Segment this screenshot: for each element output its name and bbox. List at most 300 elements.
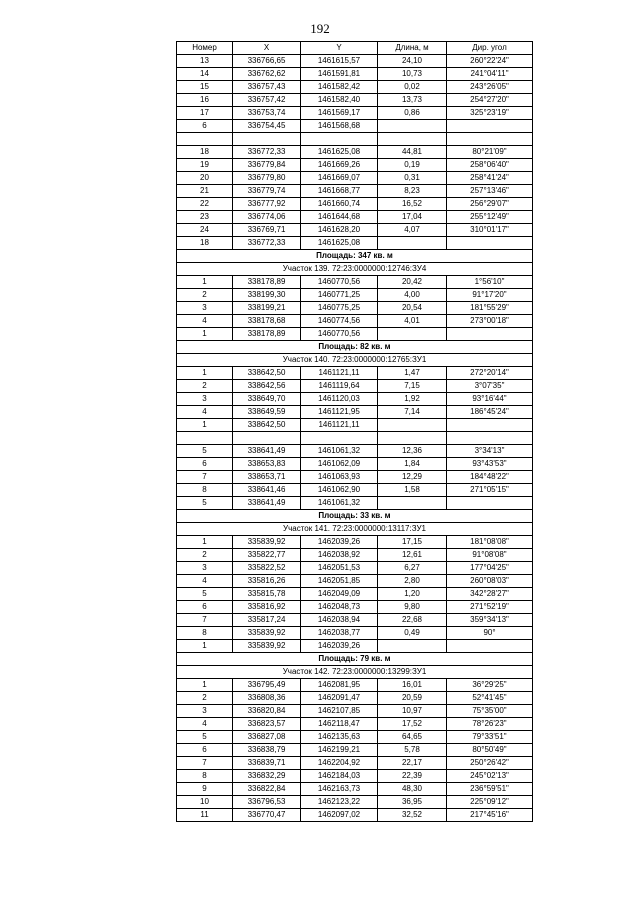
direction-angle-cell: 254°27'20" (447, 94, 533, 107)
y-coordinate-cell: 1461568,68 (301, 120, 378, 133)
x-coordinate-cell: 336770,47 (233, 809, 301, 822)
table-row (177, 133, 533, 146)
x-coordinate-cell: 338649,70 (233, 393, 301, 406)
y-coordinate-cell: 1462163,73 (301, 783, 378, 796)
direction-angle-cell (447, 237, 533, 250)
y-coordinate-cell: 1460771,25 (301, 289, 378, 302)
length-cell: 2,80 (378, 575, 447, 588)
area-row (177, 653, 533, 666)
direction-angle-cell: 186°45'24" (447, 406, 533, 419)
table-row (177, 809, 533, 822)
x-coordinate-cell (233, 133, 301, 146)
point-number-cell: 3 (177, 562, 233, 575)
x-coordinate-cell: 336766,65 (233, 55, 301, 68)
table-row (177, 705, 533, 718)
length-cell: 12,29 (378, 471, 447, 484)
point-number-cell: 5 (177, 588, 233, 601)
y-coordinate-cell: 1461669,26 (301, 159, 378, 172)
x-coordinate-cell: 336779,74 (233, 185, 301, 198)
y-coordinate-cell: 1462199,21 (301, 744, 378, 757)
point-number-cell: 19 (177, 159, 233, 172)
x-coordinate-cell: 336777,92 (233, 198, 301, 211)
y-coordinate-cell: 1462123,22 (301, 796, 378, 809)
length-cell: 17,04 (378, 211, 447, 224)
y-coordinate-cell: 1462081,95 (301, 679, 378, 692)
table-row (177, 731, 533, 744)
length-cell (378, 120, 447, 133)
x-coordinate-cell: 336757,42 (233, 94, 301, 107)
parcel-row (177, 666, 533, 679)
x-coordinate-cell: 338641,49 (233, 445, 301, 458)
length-cell: 13,73 (378, 94, 447, 107)
x-coordinate-cell: 336823,57 (233, 718, 301, 731)
direction-angle-cell: 181°08'08" (447, 536, 533, 549)
point-number-cell: 23 (177, 211, 233, 224)
table-body (177, 55, 533, 822)
x-coordinate-cell: 336822,84 (233, 783, 301, 796)
direction-angle-cell (447, 328, 533, 341)
x-coordinate-cell: 335822,77 (233, 549, 301, 562)
table-row (177, 328, 533, 341)
column-header-direction-angle: Дир. угол (447, 42, 533, 55)
x-coordinate-cell: 336762,62 (233, 68, 301, 81)
direction-angle-cell: 273°00'18" (447, 315, 533, 328)
area-total: Площадь: 33 кв. м (177, 510, 533, 523)
table-row (177, 744, 533, 757)
length-cell: 10,97 (378, 705, 447, 718)
length-cell: 9,80 (378, 601, 447, 614)
point-number-cell: 6 (177, 744, 233, 757)
x-coordinate-cell: 336754,45 (233, 120, 301, 133)
x-coordinate-cell: 335816,26 (233, 575, 301, 588)
y-coordinate-cell: 1462135,63 (301, 731, 378, 744)
length-cell (378, 640, 447, 653)
x-coordinate-cell: 335839,92 (233, 627, 301, 640)
direction-angle-cell: 177°04'25" (447, 562, 533, 575)
point-number-cell: 24 (177, 224, 233, 237)
x-coordinate-cell: 336838,79 (233, 744, 301, 757)
direction-angle-cell: 236°59'51" (447, 783, 533, 796)
y-coordinate-cell: 1460770,56 (301, 276, 378, 289)
point-number-cell: 8 (177, 627, 233, 640)
y-coordinate-cell: 1462097,02 (301, 809, 378, 822)
point-number-cell: 3 (177, 705, 233, 718)
y-coordinate-cell: 1462038,92 (301, 549, 378, 562)
x-coordinate-cell: 338642,56 (233, 380, 301, 393)
y-coordinate-cell: 1462118,47 (301, 718, 378, 731)
y-coordinate-cell: 1462091,47 (301, 692, 378, 705)
x-coordinate-cell: 336772,33 (233, 146, 301, 159)
length-cell: 0,86 (378, 107, 447, 120)
y-coordinate-cell: 1460775,25 (301, 302, 378, 315)
x-coordinate-cell: 336832,29 (233, 770, 301, 783)
table-row (177, 211, 533, 224)
point-number-cell: 11 (177, 809, 233, 822)
point-number-cell: 16 (177, 94, 233, 107)
x-coordinate-cell: 338649,59 (233, 406, 301, 419)
y-coordinate-cell: 1461625,08 (301, 237, 378, 250)
direction-angle-cell: 260°22'24" (447, 55, 533, 68)
point-number-cell: 7 (177, 471, 233, 484)
table-row (177, 445, 533, 458)
direction-angle-cell (447, 120, 533, 133)
point-number-cell: 18 (177, 237, 233, 250)
direction-angle-cell: 245°02'13" (447, 770, 533, 783)
y-coordinate-cell: 1462049,09 (301, 588, 378, 601)
y-coordinate-cell: 1461660,74 (301, 198, 378, 211)
table-row (177, 68, 533, 81)
x-coordinate-cell: 336796,53 (233, 796, 301, 809)
table-row (177, 237, 533, 250)
x-coordinate-cell: 335817,24 (233, 614, 301, 627)
table-row (177, 302, 533, 315)
point-number-cell: 1 (177, 328, 233, 341)
length-cell: 0,19 (378, 159, 447, 172)
point-number-cell: 17 (177, 107, 233, 120)
direction-angle-cell: 243°26'05" (447, 81, 533, 94)
y-coordinate-cell: 1461569,17 (301, 107, 378, 120)
table-row (177, 458, 533, 471)
length-cell: 64,65 (378, 731, 447, 744)
column-header-length: Длина, м (378, 42, 447, 55)
parcel-title: Участок 139. 72:23:0000000:12746:ЗУ4 (177, 263, 533, 276)
point-number-cell: 1 (177, 419, 233, 432)
x-coordinate-cell: 336827,08 (233, 731, 301, 744)
y-coordinate-cell: 1461063,93 (301, 471, 378, 484)
y-coordinate-cell: 1461119,64 (301, 380, 378, 393)
y-coordinate-cell: 1461582,42 (301, 81, 378, 94)
table-row (177, 679, 533, 692)
x-coordinate-cell: 338199,21 (233, 302, 301, 315)
length-cell: 0,02 (378, 81, 447, 94)
point-number-cell: 7 (177, 757, 233, 770)
y-coordinate-cell: 1461062,90 (301, 484, 378, 497)
direction-angle-cell: 241°04'11" (447, 68, 533, 81)
length-cell: 16,52 (378, 198, 447, 211)
length-cell: 8,23 (378, 185, 447, 198)
length-cell: 20,42 (378, 276, 447, 289)
point-number-cell: 3 (177, 393, 233, 406)
point-number-cell: 5 (177, 497, 233, 510)
point-number-cell: 21 (177, 185, 233, 198)
direction-angle-cell: 359°34'13" (447, 614, 533, 627)
direction-angle-cell: 93°43'53" (447, 458, 533, 471)
length-cell (378, 237, 447, 250)
table-row (177, 81, 533, 94)
point-number-cell: 20 (177, 172, 233, 185)
length-cell: 24,10 (378, 55, 447, 68)
y-coordinate-cell: 1460774,56 (301, 315, 378, 328)
y-coordinate-cell: 1462107,85 (301, 705, 378, 718)
direction-angle-cell: 79°33'51" (447, 731, 533, 744)
y-coordinate-cell: 1462048,73 (301, 601, 378, 614)
y-coordinate-cell: 1460770,56 (301, 328, 378, 341)
length-cell (378, 497, 447, 510)
table-row (177, 796, 533, 809)
x-coordinate-cell: 338199,30 (233, 289, 301, 302)
length-cell: 7,15 (378, 380, 447, 393)
direction-angle-cell: 217°45'16" (447, 809, 533, 822)
x-coordinate-cell: 335816,92 (233, 601, 301, 614)
direction-angle-cell: 250°26'42" (447, 757, 533, 770)
direction-angle-cell: 325°23'19" (447, 107, 533, 120)
table-row (177, 55, 533, 68)
point-number-cell: 13 (177, 55, 233, 68)
table-row (177, 107, 533, 120)
table-row (177, 783, 533, 796)
area-total: Площадь: 79 кв. м (177, 653, 533, 666)
y-coordinate-cell: 1461121,95 (301, 406, 378, 419)
table-row (177, 549, 533, 562)
point-number-cell: 1 (177, 367, 233, 380)
y-coordinate-cell: 1461121,11 (301, 419, 378, 432)
length-cell: 4,01 (378, 315, 447, 328)
y-coordinate-cell: 1462051,85 (301, 575, 378, 588)
direction-angle-cell: 225°09'12" (447, 796, 533, 809)
y-coordinate-cell: 1461628,20 (301, 224, 378, 237)
point-number-cell: 2 (177, 289, 233, 302)
area-row (177, 510, 533, 523)
point-number-cell: 15 (177, 81, 233, 94)
table-row (177, 432, 533, 445)
table-row (177, 640, 533, 653)
header-row (177, 42, 533, 55)
point-number-cell: 2 (177, 380, 233, 393)
area-total: Площадь: 347 кв. м (177, 250, 533, 263)
page-number: 192 (310, 21, 330, 36)
y-coordinate-cell: 1462039,26 (301, 536, 378, 549)
x-coordinate-cell: 338178,89 (233, 328, 301, 341)
area-row (177, 250, 533, 263)
length-cell (378, 133, 447, 146)
direction-angle-cell: 75°35'00" (447, 705, 533, 718)
y-coordinate-cell (301, 432, 378, 445)
direction-angle-cell: 80°50'49" (447, 744, 533, 757)
table-row (177, 575, 533, 588)
length-cell: 7,14 (378, 406, 447, 419)
point-number-cell: 4 (177, 406, 233, 419)
direction-angle-cell: 260°08'03" (447, 575, 533, 588)
direction-angle-cell: 36°29'25" (447, 679, 533, 692)
direction-angle-cell: 272°20'14" (447, 367, 533, 380)
direction-angle-cell: 91°08'08" (447, 549, 533, 562)
y-coordinate-cell: 1462038,94 (301, 614, 378, 627)
x-coordinate-cell: 335815,78 (233, 588, 301, 601)
y-coordinate-cell: 1462051,53 (301, 562, 378, 575)
length-cell (378, 432, 447, 445)
x-coordinate-cell: 338642,50 (233, 419, 301, 432)
table-row (177, 393, 533, 406)
table-row (177, 146, 533, 159)
table-row (177, 198, 533, 211)
length-cell: 5,78 (378, 744, 447, 757)
length-cell: 17,15 (378, 536, 447, 549)
y-coordinate-cell (301, 133, 378, 146)
parcel-title: Участок 141. 72:23:0000000:13117:ЗУ1 (177, 523, 533, 536)
direction-angle-cell: 184°48'22" (447, 471, 533, 484)
table-row (177, 367, 533, 380)
direction-angle-cell: 93°16'44" (447, 393, 533, 406)
point-number-cell: 2 (177, 692, 233, 705)
table-row (177, 471, 533, 484)
x-coordinate-cell: 336779,80 (233, 172, 301, 185)
y-coordinate-cell: 1462038,77 (301, 627, 378, 640)
point-number-cell: 5 (177, 731, 233, 744)
y-coordinate-cell: 1461062,09 (301, 458, 378, 471)
direction-angle-cell: 52°41'45" (447, 692, 533, 705)
point-number-cell (177, 432, 233, 445)
length-cell (378, 328, 447, 341)
table-row (177, 757, 533, 770)
y-coordinate-cell: 1461120,03 (301, 393, 378, 406)
table-row (177, 380, 533, 393)
length-cell: 20,54 (378, 302, 447, 315)
table-row (177, 159, 533, 172)
point-number-cell: 2 (177, 549, 233, 562)
x-coordinate-cell: 338653,71 (233, 471, 301, 484)
length-cell: 0,49 (378, 627, 447, 640)
direction-angle-cell (447, 133, 533, 146)
area-row (177, 341, 533, 354)
length-cell: 17,52 (378, 718, 447, 731)
y-coordinate-cell: 1461121,11 (301, 367, 378, 380)
length-cell: 1,84 (378, 458, 447, 471)
point-number-cell: 1 (177, 640, 233, 653)
y-coordinate-cell: 1461668,77 (301, 185, 378, 198)
table-row (177, 497, 533, 510)
length-cell: 4,07 (378, 224, 447, 237)
direction-angle-cell: 310°01'17" (447, 224, 533, 237)
point-number-cell: 1 (177, 679, 233, 692)
point-number-cell (177, 133, 233, 146)
x-coordinate-cell: 336808,36 (233, 692, 301, 705)
direction-angle-cell: 271°05'15" (447, 484, 533, 497)
x-coordinate-cell: 336757,43 (233, 81, 301, 94)
direction-angle-cell: 257°13'46" (447, 185, 533, 198)
point-number-cell: 18 (177, 146, 233, 159)
table-header (177, 42, 533, 55)
point-number-cell: 4 (177, 575, 233, 588)
length-cell: 10,73 (378, 68, 447, 81)
point-number-cell: 10 (177, 796, 233, 809)
table-row (177, 315, 533, 328)
point-number-cell: 3 (177, 302, 233, 315)
length-cell: 6,27 (378, 562, 447, 575)
point-number-cell: 14 (177, 68, 233, 81)
point-number-cell: 9 (177, 783, 233, 796)
table-row (177, 627, 533, 640)
direction-angle-cell: 91°17'20" (447, 289, 533, 302)
point-number-cell: 4 (177, 315, 233, 328)
y-coordinate-cell: 1461669,07 (301, 172, 378, 185)
direction-angle-cell: 181°55'29" (447, 302, 533, 315)
table-row (177, 614, 533, 627)
length-cell: 22,39 (378, 770, 447, 783)
table-row (177, 224, 533, 237)
point-number-cell: 22 (177, 198, 233, 211)
parcel-row (177, 523, 533, 536)
x-coordinate-cell: 336769,71 (233, 224, 301, 237)
table-row (177, 289, 533, 302)
x-coordinate-cell: 336774,06 (233, 211, 301, 224)
y-coordinate-cell: 1462204,92 (301, 757, 378, 770)
x-coordinate-cell: 335822,52 (233, 562, 301, 575)
x-coordinate-cell: 338641,49 (233, 497, 301, 510)
point-number-cell: 7 (177, 614, 233, 627)
length-cell: 44,81 (378, 146, 447, 159)
length-cell: 22,17 (378, 757, 447, 770)
point-number-cell: 5 (177, 445, 233, 458)
y-coordinate-cell: 1461061,32 (301, 497, 378, 510)
area-total: Площадь: 82 кв. м (177, 341, 533, 354)
direction-angle-cell: 80°21'09" (447, 146, 533, 159)
length-cell: 1,20 (378, 588, 447, 601)
table-row (177, 770, 533, 783)
point-number-cell: 1 (177, 276, 233, 289)
x-coordinate-cell: 336772,33 (233, 237, 301, 250)
point-number-cell: 8 (177, 770, 233, 783)
table-row (177, 536, 533, 549)
length-cell: 16,01 (378, 679, 447, 692)
x-coordinate-cell: 338653,83 (233, 458, 301, 471)
table-row (177, 185, 533, 198)
x-coordinate-cell: 336753,74 (233, 107, 301, 120)
direction-angle-cell: 342°28'27" (447, 588, 533, 601)
direction-angle-cell: 271°52'19" (447, 601, 533, 614)
direction-angle-cell: 258°06'40" (447, 159, 533, 172)
x-coordinate-cell: 335839,92 (233, 640, 301, 653)
table-row (177, 718, 533, 731)
length-cell: 12,36 (378, 445, 447, 458)
length-cell: 36,95 (378, 796, 447, 809)
length-cell: 20,59 (378, 692, 447, 705)
point-number-cell: 6 (177, 120, 233, 133)
column-header-y: Y (301, 42, 378, 55)
y-coordinate-cell: 1461625,08 (301, 146, 378, 159)
length-cell: 1,47 (378, 367, 447, 380)
table-row (177, 172, 533, 185)
table-row (177, 484, 533, 497)
y-coordinate-cell: 1462039,26 (301, 640, 378, 653)
point-number-cell: 4 (177, 718, 233, 731)
table-row (177, 601, 533, 614)
x-coordinate-cell: 335839,92 (233, 536, 301, 549)
length-cell (378, 419, 447, 432)
y-coordinate-cell: 1461615,57 (301, 55, 378, 68)
table-row (177, 276, 533, 289)
y-coordinate-cell: 1461591,81 (301, 68, 378, 81)
column-header-x: X (233, 42, 301, 55)
y-coordinate-cell: 1461061,32 (301, 445, 378, 458)
x-coordinate-cell: 336795,49 (233, 679, 301, 692)
coordinates-table (176, 41, 533, 822)
x-coordinate-cell: 338642,50 (233, 367, 301, 380)
y-coordinate-cell: 1461644,68 (301, 211, 378, 224)
table-row (177, 120, 533, 133)
direction-angle-cell: 78°26'23" (447, 718, 533, 731)
y-coordinate-cell: 1461582,40 (301, 94, 378, 107)
direction-angle-cell (447, 419, 533, 432)
direction-angle-cell: 90° (447, 627, 533, 640)
direction-angle-cell (447, 640, 533, 653)
x-coordinate-cell: 338178,68 (233, 315, 301, 328)
table-row (177, 588, 533, 601)
table-row (177, 94, 533, 107)
x-coordinate-cell (233, 432, 301, 445)
table-row (177, 406, 533, 419)
y-coordinate-cell: 1462184,03 (301, 770, 378, 783)
point-number-cell: 1 (177, 536, 233, 549)
